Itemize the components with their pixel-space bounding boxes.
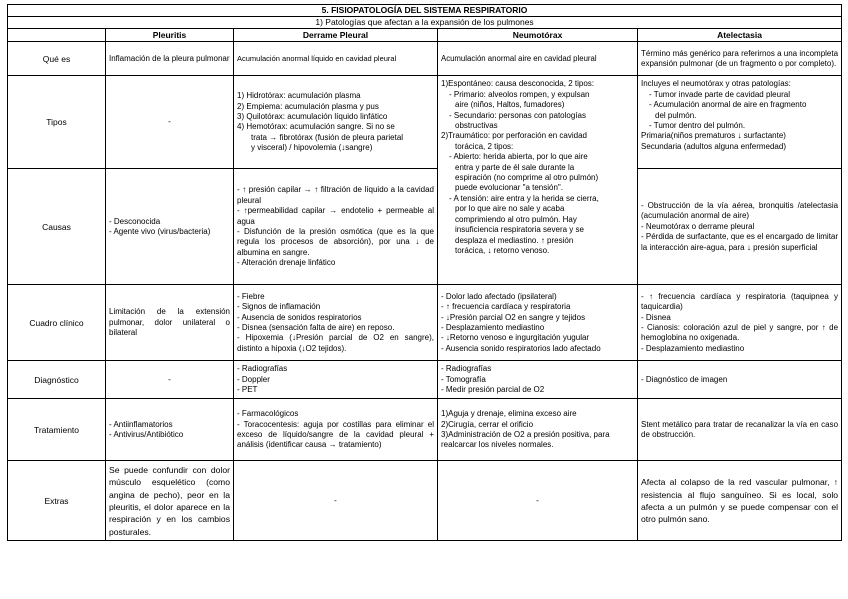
row-label-extras: Extras: [8, 461, 106, 541]
list-item: - A tensión: aire entra y la herida se cierra,: [449, 193, 599, 203]
list-item: - Fiebre: [237, 291, 265, 301]
list-item: - Disfunción de la presión osmótica (que es la que regula los procesos de absorción), por una ↓ de albumina en sangre.: [237, 226, 434, 257]
list-item: - Neumotórax o derrame pleural: [641, 221, 755, 231]
list-item: Primaria(niños prematuros ↓ surfactante): [641, 131, 786, 141]
list-item: - Secundario: personas con patologías: [449, 110, 586, 120]
column-header-neumotorax: Neumotórax: [438, 29, 638, 42]
cell-derrame-tipos: [234, 76, 438, 169]
list-item: del pulmón.: [655, 110, 697, 120]
list-item: 1) Hidrotórax: acumulación plasma: [237, 91, 361, 101]
list-item: - Acumulación anormal de aire en fragmento: [649, 100, 807, 110]
cell-atelectasia-tipos: [638, 76, 842, 169]
list-item: obstructivas: [455, 121, 498, 131]
list-item: y visceral) / hipovolemia (↓sangre): [251, 143, 373, 153]
list-item: Incluyes el neumotórax y otras patologías:: [641, 79, 791, 89]
list-item: - ↑permeabilidad capilar → endotelio + permeable al agua: [237, 206, 434, 226]
cell-neumo-tratamiento: [438, 399, 638, 461]
list-item: 4) Hemotórax: acumulación sangre. Si no se: [237, 122, 395, 132]
list-item: - Tomografía: [441, 374, 486, 384]
list-item: 2)Cirugía, cerrar el orificio: [441, 419, 534, 429]
list-item: - Antiinflamatorios: [109, 419, 173, 429]
cell-atelectasia-que-es: Término más genérico para referirnos a una incompleta expansión pulmonar (de un fragmento o por completo).: [638, 42, 842, 76]
list-item: - Antivirus/Antibiótico: [109, 429, 184, 439]
list-item: - PET: [237, 385, 258, 395]
cell-atelectasia-tratamiento: Stent metálico para tratar de recanalizar la vía en caso de obstrucción.: [638, 399, 842, 461]
list-item: - Primario: alveolos rompen, y expulsan: [449, 89, 590, 99]
list-item: - Desplazamiento mediastino: [441, 322, 545, 332]
list-item: - Pérdida de surfactante, que es el encargado de limitar la interacción aire-agua, para ↓ presión superficial: [641, 232, 839, 252]
list-item: 1)Espontáneo: causa desconocida, 2 tipos:: [441, 79, 594, 89]
cell-atelectasia-extras: Afecta al colapso de la red vascular pulmonar, ↑ resistencia al flujo sanguíneo. Si es local, solo afecta a un pulmón y se puede compensar con el otro pulmón sano.: [638, 461, 842, 541]
list-item: - Tumor invade parte de cavidad pleural: [649, 89, 790, 99]
cell-pleuritis-causas: [106, 169, 234, 285]
list-item: - ↑ presión capilar → ↑ filtración de líquido a la cavidad pleural: [237, 185, 434, 205]
list-item: - Medir presión parcial de O2: [441, 385, 545, 395]
list-item: - Radiografías: [441, 364, 492, 374]
cell-derrame-extras: -: [234, 461, 438, 541]
column-header-atelectasia: Atelectasia: [638, 29, 842, 42]
list-item: - ↑ frecuencia cardíaca y respiratoria (taquipnea y taquicardia): [641, 291, 839, 312]
list-item: - Hipoxemia (↓Presión parcial de O2 en sangre), distinto a hipoxia (↓O2 tejidos).: [237, 333, 434, 353]
cell-derrame-tratamiento: [234, 399, 438, 461]
row-label-tipos: Tipos: [8, 76, 106, 169]
cell-derrame-causas: [234, 169, 438, 285]
page-title: 5. FISIOPATOLOGÍA DEL SISTEMA RESPIRATORIO: [8, 5, 842, 17]
list-item: - Ausencia de sonidos respiratorios: [237, 312, 362, 322]
cell-pleuritis-cuadro: Limitación de la extensión pulmonar, dolor unilateral o bilateral: [106, 285, 234, 361]
list-item: - Ausencia sonido respiratorios lado afectado: [441, 343, 601, 353]
list-item: desplaza el mediastino. ↑ presión: [455, 235, 574, 245]
list-item: espiración (no comprime al otro pulmón): [455, 173, 599, 183]
row-label-causas: Causas: [8, 169, 106, 285]
list-item: torácica, 2 tipos:: [455, 141, 514, 151]
cell-pleuritis-que-es: Inflamación de la pleura pulmonar: [106, 42, 234, 76]
list-item: - Dolor lado afectado (ipsilateral): [441, 291, 557, 301]
cell-pleuritis-diagnostico: -: [106, 361, 234, 399]
cell-atelectasia-causas: [638, 169, 842, 285]
cell-derrame-que-es: Acumulación anormal líquido en cavidad pleural: [234, 42, 438, 76]
list-item: - Cianosis: coloración azul de piel y sangre, por ↑ de hemoglobina no oxigenada.: [641, 322, 839, 343]
row-label-diagnostico: Diagnóstico: [8, 361, 106, 399]
list-item: - ↓Presión parcial O2 en sangre y tejidos: [441, 312, 586, 322]
list-item: - Toracocentesis: aguja por costillas para eliminar el exceso de líquido/sangre de la cavidad pleural + análisis (identificar causa → tratamiento): [237, 419, 434, 450]
list-item: - ↑ frecuencia cardíaca y respiratoria: [441, 302, 571, 312]
list-item: insuficiencia respiratoria severa y se: [455, 225, 584, 235]
list-item: aire (niños, Haltos, fumadores): [455, 100, 565, 110]
list-item: 3) Quilotórax: acumulación líquido linfático: [237, 112, 388, 121]
respiratory-pathophysiology-table: [7, 4, 841, 541]
column-header-pleuritis: Pleuritis: [106, 29, 234, 42]
corner-cell: [8, 29, 106, 42]
row-label-cuadro-clinico: Cuadro clínico: [8, 285, 106, 361]
row-label-tratamiento: Tratamiento: [8, 399, 106, 461]
list-item: - Agente vivo (virus/bacteria): [109, 226, 211, 236]
list-item: 1)Aguja y drenaje, elimina exceso aire: [441, 409, 577, 419]
cell-atelectasia-diagnostico: - Diagnóstico de imagen: [638, 361, 842, 399]
cell-derrame-cuadro: [234, 285, 438, 361]
list-item: - Tumor dentro del pulmón.: [649, 121, 746, 131]
list-item: - Alteración drenaje linfático: [237, 258, 336, 268]
cell-pleuritis-tipos: -: [106, 76, 234, 169]
list-item: - Disnea (sensación falta de aire) en reposo.: [237, 322, 395, 332]
list-item: - Doppler: [237, 374, 270, 384]
list-item: - Farmacológicos: [237, 409, 299, 419]
list-item: - Disnea: [641, 312, 671, 322]
list-item: - Desconocida: [109, 216, 161, 226]
list-item: - Obstrucción de la vía aérea, bronquitis /atelectasia (acumulación anormal de aire): [641, 200, 839, 221]
list-item: 2)Traumático: por perforación en cavidad: [441, 131, 587, 141]
list-item: entra y parte de él sale durante la: [455, 162, 575, 172]
cell-atelectasia-cuadro: [638, 285, 842, 361]
cell-neumo-diagnostico: [438, 361, 638, 399]
cell-neumo-cuadro: [438, 285, 638, 361]
cell-neumo-tipos: [438, 76, 638, 285]
list-item: - ↓Retorno venoso e ingurgitación yugular: [441, 333, 590, 343]
list-item: Secundaria (adultos alguna enfermedad): [641, 141, 786, 151]
cell-neumo-que-es: Acumulación anormal aire en cavidad pleural: [438, 42, 638, 76]
cell-neumo-extras: -: [438, 461, 638, 541]
cell-pleuritis-extras: Se puede confundir con dolor músculo esquelético (como angina de pecho), peor en la pleuritis, el dolor aparece en la respiración y en los cambios posturales.: [106, 461, 234, 541]
list-item: - Abierto: herida abierta, por lo que aire: [449, 152, 588, 162]
cell-pleuritis-tratamiento: [106, 399, 234, 461]
list-item: 2) Empiema: acumulación plasma y pus: [237, 101, 379, 111]
list-item: torácica, ↓ retorno venoso.: [455, 245, 550, 255]
column-header-derrame: Derrame Pleural: [234, 29, 438, 42]
cell-derrame-diagnostico: [234, 361, 438, 399]
list-item: por lo que aire no sale y acaba: [455, 204, 565, 214]
list-item: - Desplazamiento mediastino: [641, 343, 745, 353]
list-item: trata → fibrotórax (fusión de pleura parietal: [251, 132, 404, 142]
list-item: puede evolucionar "a tensión".: [455, 183, 563, 193]
list-item: - Signos de inflamación: [237, 302, 321, 312]
list-item: 3)Administración de O2 a presión positiva, para realcarcar los niveles normales.: [441, 429, 610, 450]
list-item: comprimiendo al otro pulmón. Hay: [455, 214, 577, 224]
row-label-que-es: Qué es: [8, 42, 106, 76]
section-subtitle: 1) Patologías que afectan a la expansión de los pulmones: [8, 17, 842, 29]
list-item: - Radiografías: [237, 364, 288, 374]
